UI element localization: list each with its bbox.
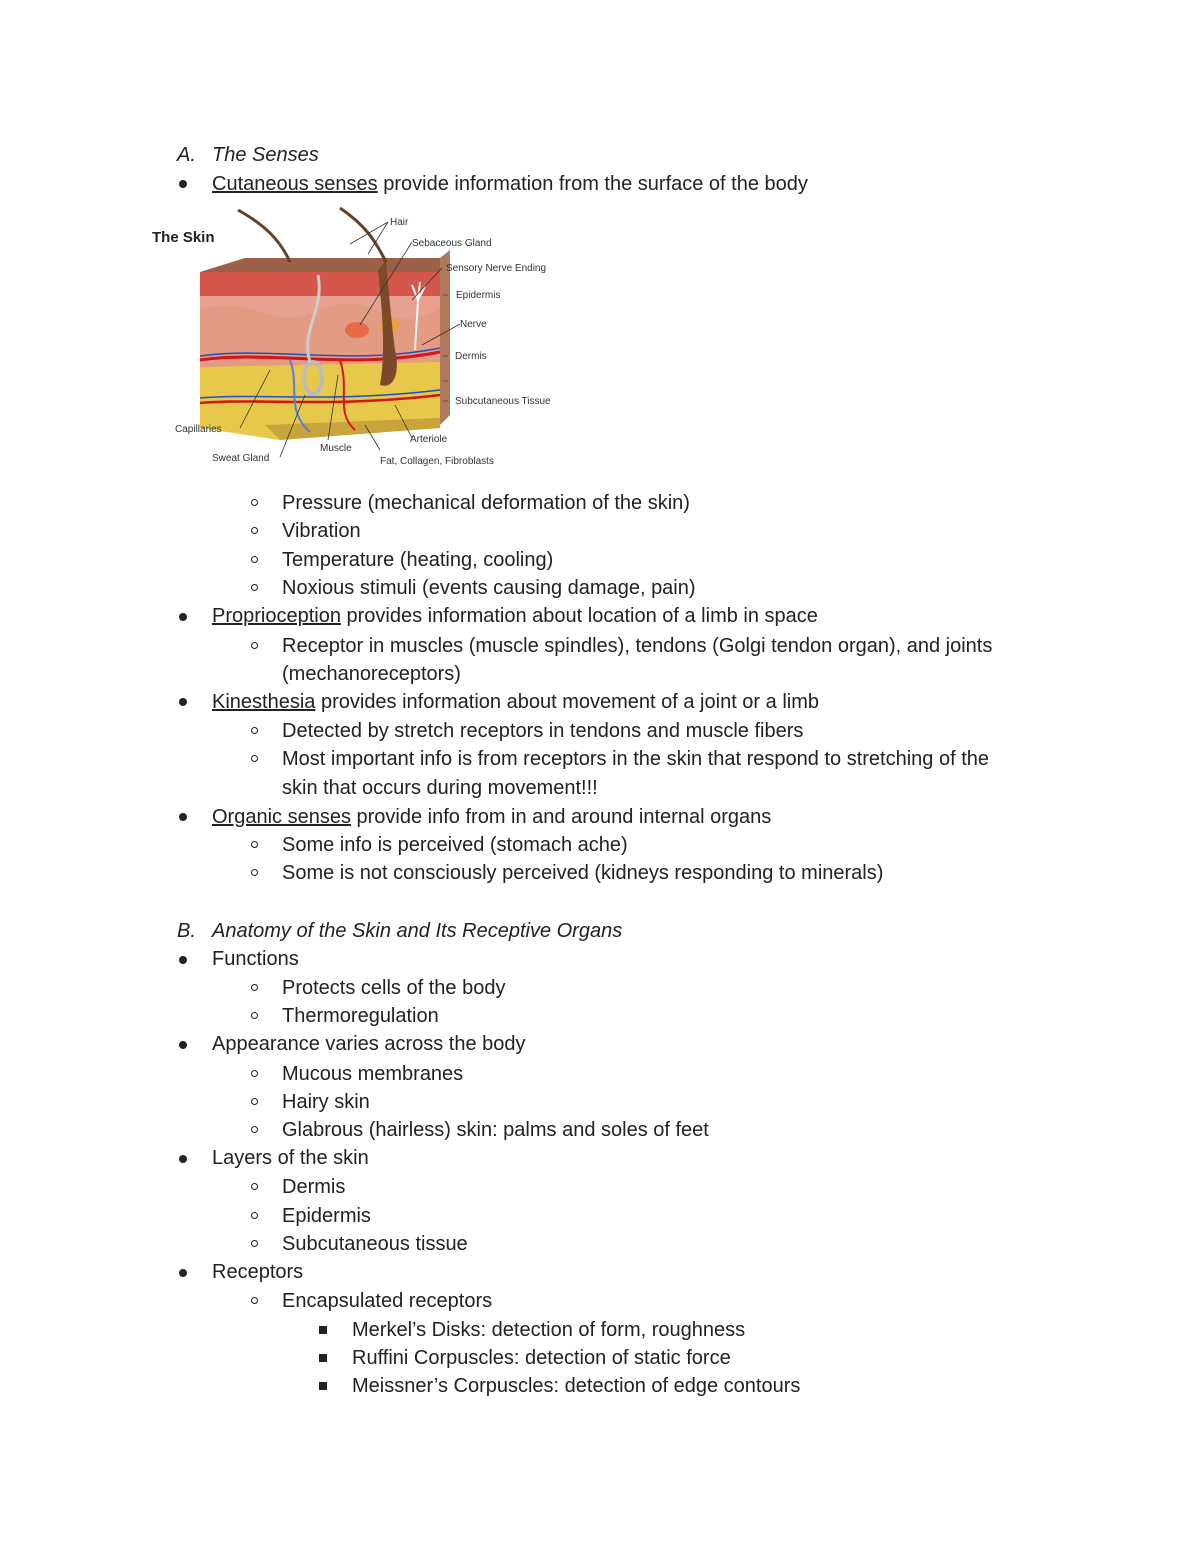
- label-epidermis: Epidermis: [456, 290, 501, 301]
- bullet-circle-icon: [251, 1098, 258, 1105]
- sebaceous-gland: [345, 322, 369, 338]
- list-item: Meissner’s Corpuscles: detection of edge contours: [352, 1375, 801, 1397]
- bullet-circle-icon: [251, 556, 258, 563]
- list-item: Encapsulated receptors: [282, 1290, 493, 1312]
- kinesthesia-term: Kinesthesia: [212, 691, 316, 713]
- label-subcutaneous-tissue: Subcutaneous Tissue: [455, 396, 551, 407]
- bullet-dot-icon: [179, 813, 187, 821]
- cutaneous-text: provide information from the surface of the body: [377, 173, 808, 195]
- bullet-dot-icon: [179, 956, 187, 964]
- bullet-circle-icon: [251, 1297, 258, 1304]
- bullet-square-icon: [319, 1354, 327, 1362]
- label-capillaries: Capillaries: [175, 424, 222, 435]
- list-item: Some is not consciously perceived (kidneys responding to minerals): [282, 862, 884, 884]
- bullet-circle-icon: [251, 1126, 258, 1133]
- bullet-square-icon: [319, 1382, 327, 1390]
- list-item: Dermis: [282, 1176, 346, 1198]
- section-a-letter: A.: [177, 144, 196, 166]
- bullet-dot-icon: [179, 1041, 187, 1049]
- proprioception-text: provides information about location of a limb in space: [340, 605, 818, 627]
- list-item: Subcutaneous tissue: [282, 1233, 468, 1255]
- list-item: Vibration: [282, 520, 361, 542]
- list-item: Glabrous (hairless) skin: palms and soles of feet: [282, 1119, 709, 1141]
- bullet-circle-icon: [251, 755, 258, 762]
- label-sweat-gland: Sweat Gland: [212, 453, 270, 464]
- list-item: Appearance varies across the body: [212, 1033, 526, 1055]
- bullet-circle-icon: [251, 527, 258, 534]
- bullet-circle-icon: [251, 984, 258, 991]
- label-hair: Hair: [390, 217, 409, 228]
- figure-title: The Skin: [152, 229, 215, 246]
- bullet-circle-icon: [251, 841, 258, 848]
- hair-strand: [340, 208, 386, 262]
- bullet-dot-icon: [179, 1155, 187, 1163]
- list-item: Pressure (mechanical deformation of the skin): [282, 492, 690, 514]
- proprioception-term: Proprioception: [212, 605, 341, 627]
- bullet-circle-icon: [251, 727, 258, 734]
- cutaneous-term: Cutaneous senses: [212, 173, 378, 195]
- label-muscle: Muscle: [320, 443, 352, 454]
- list-item: Some info is perceived (stomach ache): [282, 834, 628, 856]
- list-item: Most important info is from receptors in the skin that respond to stretching of the: [282, 748, 990, 770]
- list-item: Receptors: [212, 1261, 304, 1283]
- skin-surface: [200, 258, 440, 272]
- list-item: Mucous membranes: [282, 1063, 464, 1085]
- bullet-circle-icon: [251, 869, 258, 876]
- list-item: Detected by stretch receptors in tendons and muscle fibers: [282, 720, 804, 742]
- bullet-square-icon: [319, 1326, 327, 1334]
- organic-text: provide info from in and around internal organs: [350, 806, 772, 828]
- list-item: Thermoregulation: [282, 1005, 439, 1027]
- bullet-circle-icon: [251, 1212, 258, 1219]
- list-item: Noxious stimuli (events causing damage, pain): [282, 577, 696, 599]
- list-item: Temperature (heating, cooling): [282, 549, 554, 571]
- kinesthesia-text: provides information about movement of a joint or a limb: [315, 691, 819, 713]
- list-item-continuation: (mechanoreceptors): [282, 663, 461, 685]
- bullet-dot-icon: [179, 698, 187, 706]
- list-item: Functions: [212, 948, 299, 970]
- section-a-title: The Senses: [212, 144, 319, 166]
- label-sensory-nerve-ending: Sensory Nerve Ending: [446, 263, 547, 274]
- list-item: Receptor in muscles (muscle spindles), tendons (Golgi tendon organ), and joints: [282, 635, 993, 657]
- bullet-circle-icon: [251, 499, 258, 506]
- list-item: Protects cells of the body: [282, 977, 506, 999]
- bullet-dot-icon: [179, 1269, 187, 1277]
- bullet-dot-icon: [179, 613, 187, 621]
- label-fat-collagen-fibroblasts: Fat, Collagen, Fibroblasts: [380, 456, 494, 467]
- kinesthesia-item: [212, 690, 819, 714]
- list-item: Ruffini Corpuscles: detection of static force: [352, 1347, 731, 1369]
- list-item-continuation: skin that occurs during movement!!!: [282, 777, 598, 799]
- proprioception-item: [212, 604, 818, 628]
- cutaneous-senses-item: [212, 172, 808, 196]
- bullet-circle-icon: [251, 1183, 258, 1190]
- section-b-letter: B.: [177, 920, 196, 942]
- list-item: Merkel’s Disks: detection of form, roughness: [352, 1319, 746, 1341]
- organic-term: Organic senses: [212, 806, 351, 828]
- list-item: Epidermis: [282, 1205, 371, 1227]
- list-item: Hairy skin: [282, 1091, 370, 1113]
- organic-senses-item: [212, 805, 771, 829]
- label-nerve: Nerve: [460, 319, 487, 330]
- label-arteriole: Arteriole: [410, 434, 448, 445]
- bullet-circle-icon: [251, 1012, 258, 1019]
- bullet-circle-icon: [251, 642, 258, 649]
- section-b-title: Anatomy of the Skin and Its Receptive Organs: [212, 920, 623, 942]
- skin-diagram: [150, 200, 570, 472]
- bullet-dot-icon: [179, 180, 187, 188]
- bullet-circle-icon: [251, 1240, 258, 1247]
- label-sebaceous-gland: Sebaceous Gland: [412, 238, 492, 249]
- bullet-circle-icon: [251, 584, 258, 591]
- label-dermis: Dermis: [455, 351, 487, 362]
- bullet-circle-icon: [251, 1070, 258, 1077]
- list-item: Layers of the skin: [212, 1147, 369, 1169]
